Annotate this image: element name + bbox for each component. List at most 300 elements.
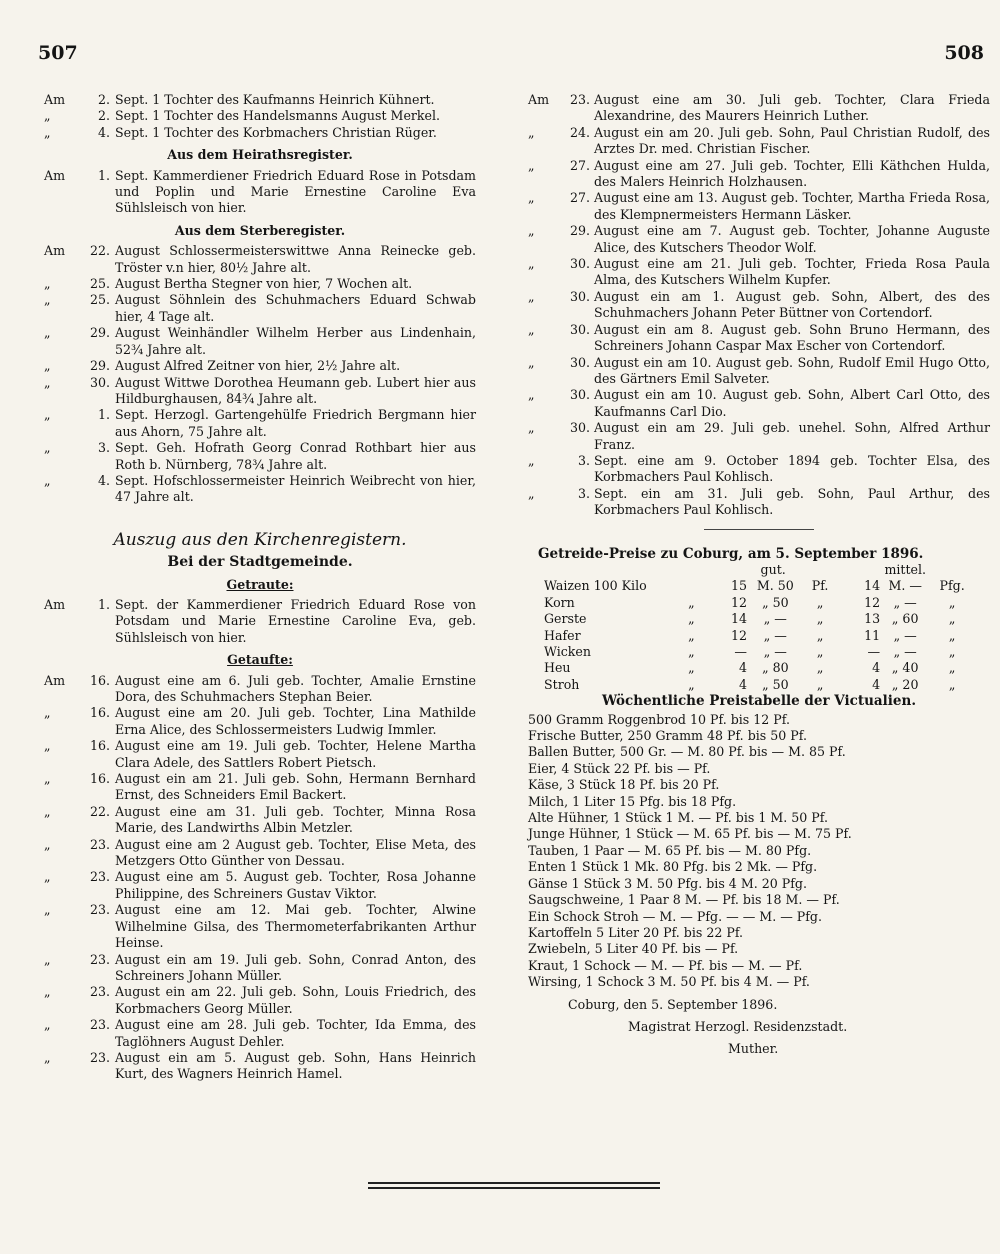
entry-date (528, 125, 594, 141)
entry-lead: „ (528, 387, 535, 403)
entry-day: 27. (569, 190, 590, 206)
grain-cell-m1: — (867, 644, 881, 659)
entry-text: August eine am 20. Juli geb. Tochter, Lina Mathilde Erna Alice, des Schlossermeisters Ludwig Immler. (115, 705, 476, 737)
entry-day: 22. (89, 803, 110, 819)
grain-cell-q: „ (688, 611, 695, 627)
entry-lead: „ (44, 108, 51, 124)
church-register-heading: Auszug aus den Kirchenregistern. (113, 529, 407, 550)
grain-cell-m3: „ (948, 627, 956, 643)
entry-day: 25. (89, 276, 110, 292)
victual-price-line: Saugschweine, 1 Paar 8 M. — Pf. bis 18 M. — Pf. (528, 892, 840, 908)
grain-cell-m1: 13 (864, 611, 881, 627)
entry-date (528, 92, 594, 108)
baptism-entry (44, 804, 476, 837)
entry-text: August eine am 12. Mai geb. Tochter, Alwine Wilhelmine Gilsa, des Thermometerfabrikanten Arthur Heinse. (115, 902, 476, 951)
signature-name: Muther. (728, 1041, 779, 1057)
death-entry (44, 358, 476, 374)
birth-entry (44, 125, 476, 141)
grain-cell-m2: „ — (893, 627, 917, 643)
entry-date (528, 223, 594, 239)
entry-day: 16. (89, 672, 110, 688)
entry-lead: Am (44, 243, 66, 259)
death-register-list (44, 243, 476, 506)
entry-text: Sept. eine am 9. October 1894 geb. Tochter Elsa, des Korbmachers Paul Kohlisch. (594, 452, 990, 485)
baptism-list (44, 673, 476, 1083)
entry-date (528, 256, 594, 272)
entry-day: 23. (89, 951, 110, 967)
grain-cell-m3: „ (948, 676, 956, 692)
entry-day: 16. (89, 738, 110, 754)
entry-lead: „ (528, 124, 535, 140)
bottom-double-rule (368, 1182, 660, 1189)
victual-prices-list (528, 712, 990, 991)
entry-day: 29. (569, 223, 590, 239)
victual-price-line: Gänse 1 Stück 3 M. 50 Pfg. bis 4 M. 20 Pfg. (528, 875, 807, 891)
entry-date (44, 984, 115, 1000)
victual-price-line: Kartoffeln 5 Liter 20 Pf. bis 22 Pf. (528, 924, 744, 940)
entry-lead: „ (44, 374, 51, 390)
entry-lead: „ (44, 705, 51, 721)
grain-cell-g2: „ — (763, 627, 787, 643)
grain-price-row (544, 644, 974, 660)
entry-text: August eine am 19. Juli geb. Tochter, Helene Martha Clara Adele, des Sattlers Robert Pietsch. (115, 738, 476, 770)
grain-cell-m2: „ — (893, 594, 917, 610)
grain-cell-m3: „ (948, 644, 956, 659)
entry-date (528, 289, 594, 305)
entry-date (528, 486, 594, 502)
grain-cell-g3: „ (816, 627, 824, 643)
entry-date (44, 1050, 115, 1066)
grain-prices-table (544, 562, 974, 693)
entry-day: 4. (97, 472, 110, 488)
entry-day: 2. (97, 108, 110, 124)
grain-cell-g3: „ (816, 644, 824, 659)
entry-day: 23. (89, 984, 110, 1000)
entry-lead: „ (44, 771, 51, 787)
baptism-entry (44, 1017, 476, 1050)
grain-cell-q (673, 578, 710, 594)
entry-text: August eine am 21. Juli geb. Tochter, Frieda Rosa Paula Alma, des Kutschers Wilhelm Kupfer. (594, 256, 990, 288)
entry-date (44, 1017, 115, 1033)
entry-date (44, 837, 115, 853)
entry-text: Sept. 1 Tochter des Handelsmanns August Merkel. (115, 108, 441, 124)
entry-day: 30. (569, 387, 590, 403)
entry-date (44, 407, 115, 423)
entry-date (44, 597, 115, 613)
victual-price-line: Milch, 1 Liter 15 Pfg. bis 18 Pfg. (528, 793, 737, 809)
entry-text: August ein am 8. August geb. Sohn Bruno Hermann, des Schreiners Johann Caspar Max Escher von Cortendorf. (594, 321, 990, 354)
entry-lead: Am (44, 672, 66, 688)
entry-text: August Schlossermeisterswittwe Anna Reinecke geb. Tröster v.n hier, 80½ Jahre alt. (115, 243, 476, 275)
death-register-heading: Aus dem Sterberegister. (174, 222, 346, 238)
victual-price-line: Enten 1 Stück 1 Mk. 80 Pfg. bis 2 Mk. — Pfg. (528, 859, 818, 875)
entry-text: August Wittwe Dorothea Heumann geb. Lubert hier aus Hildburghausen, 84¾ Jahre alt. (115, 374, 476, 406)
grain-cell-g2: „ 50 (762, 676, 789, 692)
parish-heading: Bei der Stadtgemeinde. (167, 554, 353, 571)
entry-day: 16. (89, 705, 110, 721)
death-entry (44, 325, 476, 358)
baptism-entry (44, 771, 476, 804)
grain-cell-name: Waizen 100 Kilo (544, 578, 647, 594)
entry-text: Sept. ein am 31. Juli geb. Sohn, Paul Arthur, des Korbmachers Paul Kohlisch. (594, 485, 990, 518)
entry-date (44, 325, 115, 341)
grain-cell-name: Hafer (544, 627, 581, 643)
church-marriage-entry (44, 597, 476, 646)
entry-day: 1. (97, 596, 110, 612)
victual-price-line: Alte Hühner, 1 Stück 1 M. — Pf. bis 1 M. 50 Pf. (528, 810, 828, 826)
entry-text: August eine am 2 August geb. Tochter, Elise Meta, des Metzgers Otto Günther von Dessau. (115, 836, 476, 869)
grain-cell-name: Korn (544, 594, 575, 610)
entry-text: August Weinhändler Wilhelm Herber aus Lindenhain, 52¾ Jahre alt. (115, 325, 476, 357)
baptism-entry (528, 256, 990, 289)
entry-date (44, 276, 115, 292)
grain-cell-g3: „ (816, 594, 824, 610)
entry-day: 23. (89, 836, 110, 852)
entry-date (44, 125, 115, 141)
baptism-entry (528, 355, 990, 388)
marriage-register-heading: Aus dem Heirathsregister. (167, 147, 353, 163)
victual-price-line: Ein Schock Stroh — M. — Pfg. — — M. — Pfg. (528, 908, 822, 924)
death-entry (44, 276, 476, 292)
entry-text: August eine am 31. Juli geb. Tochter, Minna Rosa Marie, des Landwirths Albin Metzler. (115, 803, 476, 836)
entry-date (44, 168, 115, 184)
grain-cell-m2: „ 20 (891, 676, 919, 692)
entry-date (44, 358, 115, 374)
entry-text: August eine am 5. August geb. Tochter, Rosa Johanne Philippine, des Schreiners Gustav Viktor. (115, 869, 476, 901)
entry-lead: Am (44, 596, 66, 612)
left-column (44, 92, 476, 1083)
entry-date (528, 453, 594, 469)
entry-date (44, 375, 115, 391)
victual-price-line: Käse, 3 Stück 18 Pf. bis 20 Pf. (528, 777, 720, 793)
entry-day: 30. (569, 354, 590, 370)
entry-date (528, 322, 594, 338)
grain-cell-m3: „ (948, 611, 956, 627)
entry-date (528, 355, 594, 371)
entry-text: August Alfred Zeitner von hier, 2½ Jahre alt. (115, 358, 401, 374)
births-continued-list (44, 92, 476, 141)
signature-office: Magistrat Herzogl. Residenzstadt. (628, 1018, 848, 1034)
marriage-entry (44, 168, 476, 217)
entry-day: 16. (89, 771, 110, 787)
grain-prices-header-row (544, 562, 974, 578)
grain-cell-name: Wicken (544, 644, 591, 659)
grain-cell-g3: „ (816, 660, 824, 676)
entry-lead: „ (44, 292, 51, 308)
grain-cell-q: „ (688, 676, 695, 692)
grain-cell-g1: 4 (738, 676, 747, 692)
entry-lead: „ (44, 1049, 51, 1065)
entry-lead: „ (44, 358, 51, 374)
entry-text: August eine am 30. Juli geb. Tochter, Clara Frieda Alexandrine, des Maurers Heinrich Luther. (594, 92, 990, 124)
grain-cell-q: „ (688, 644, 695, 659)
baptism-entry (44, 673, 476, 706)
grain-cell-g1: 12 (730, 627, 747, 643)
entry-text: Sept. 1 Tochter des Korbmachers Christian Rüger. (115, 124, 437, 140)
entry-text: August ein am 5. August geb. Sohn, Hans Heinrich Kurt, des Wagners Heinrich Hamel. (115, 1049, 476, 1082)
entry-lead: „ (44, 951, 51, 967)
baptism-continued-list (528, 92, 990, 519)
grain-cell-m1: 11 (864, 627, 881, 643)
entry-day: 30. (89, 374, 110, 390)
grain-price-row (544, 660, 974, 676)
entry-lead: „ (44, 836, 51, 852)
grain-cell-name: Heu (544, 660, 571, 676)
entry-text: August ein am 22. Juli geb. Sohn, Louis Friedrich, des Korbmachers Georg Müller. (115, 984, 476, 1016)
entry-text: Sept. Herzogl. Gartengehülfe Friedrich Bergmann hier aus Ahorn, 75 Jahre alt. (115, 407, 476, 439)
entry-lead: „ (528, 485, 535, 501)
entry-date (44, 705, 115, 721)
baptism-entry (528, 420, 990, 453)
entry-lead: „ (528, 288, 535, 304)
grain-cell-m1: 12 (864, 594, 881, 610)
grain-cell-g1: — (734, 644, 747, 659)
victual-price-line: Junge Hühner, 1 Stück — M. 65 Pf. bis — M. 75 Pf. (528, 826, 852, 842)
entry-text: August ein am 19. Juli geb. Sohn, Conrad Anton, des Schreiners Johann Müller. (115, 951, 476, 983)
grain-price-row (544, 628, 974, 644)
grain-cell-m1: 4 (872, 660, 881, 676)
death-entry (44, 473, 476, 506)
entry-date (44, 869, 115, 885)
grain-price-row (544, 611, 974, 627)
entry-lead: „ (44, 276, 51, 292)
entry-date (44, 92, 115, 108)
entry-lead: Am (44, 167, 66, 183)
grain-prices-title: Getreide-Preise zu Coburg, am 5. September 1896. (538, 545, 924, 562)
entry-day: 30. (569, 256, 590, 272)
death-entry (44, 292, 476, 325)
entry-lead: „ (44, 738, 51, 754)
entry-lead: „ (44, 124, 51, 140)
entry-text: Sept. Hofschlossermeister Heinrich Weibrecht von hier, 47 Jahre alt. (115, 472, 476, 505)
victual-price-line: Eier, 4 Stück 22 Pf. bis — Pf. (528, 760, 711, 776)
entry-day: 3. (97, 440, 110, 456)
grain-cell-g2: M. 50 (756, 578, 794, 594)
baptism-entry (528, 387, 990, 420)
entry-day: 30. (569, 420, 590, 436)
entry-date (44, 952, 115, 968)
baptism-entry (44, 869, 476, 902)
grain-cell-m2: M. — (888, 578, 922, 594)
entry-lead: „ (44, 325, 51, 341)
entry-day: 25. (89, 292, 110, 308)
grain-cell-m2: „ — (893, 644, 917, 659)
death-entry (44, 440, 476, 473)
entry-text: August ein am 10. August geb. Sohn, Rudolf Emil Hugo Otto, des Gärtners Emil Salveter. (594, 354, 990, 386)
baptism-entry (528, 190, 990, 223)
grain-cell-q: „ (688, 594, 695, 610)
baptized-heading: Getaufte: (227, 652, 293, 668)
grain-cell-g2: „ 80 (762, 660, 789, 676)
entry-day: 1. (97, 407, 110, 423)
grain-price-row (544, 595, 974, 611)
grain-cell-g3: „ (816, 676, 824, 692)
married-heading: Getraute: (226, 576, 294, 592)
entry-text: Sept. Geh. Hofrath Georg Conrad Rothbart hier aus Roth b. Nürnberg, 78¾ Jahre alt. (115, 440, 476, 472)
signature-place-date: Coburg, den 5. September 1896. (568, 996, 778, 1012)
right-column (528, 92, 990, 1058)
entry-text: August ein am 10. August geb. Sohn, Albert Carl Otto, des Kaufmanns Carl Dio. (594, 387, 990, 419)
entry-lead: „ (528, 321, 535, 337)
entry-date (44, 771, 115, 787)
victual-price-line: Tauben, 1 Paar — M. 65 Pf. bis — M. 80 Pfg. (528, 842, 812, 858)
entry-day: 23. (89, 902, 110, 918)
entry-lead: „ (528, 223, 535, 239)
birth-entry (44, 108, 476, 124)
entry-date (528, 158, 594, 174)
baptism-entry (528, 92, 990, 125)
entry-lead: „ (528, 420, 535, 436)
grain-col-mid: mittel. (884, 561, 927, 577)
baptism-entry (528, 322, 990, 355)
entry-day: 4. (97, 124, 110, 140)
baptism-entry (44, 984, 476, 1017)
entry-lead: „ (44, 1017, 51, 1033)
section-divider (704, 529, 814, 530)
entry-day: 30. (569, 321, 590, 337)
grain-cell-name: Stroh (544, 676, 580, 692)
baptism-entry (44, 738, 476, 771)
grain-cell-m3: „ (948, 594, 956, 610)
entry-lead: „ (528, 190, 535, 206)
entry-day: 29. (89, 325, 110, 341)
baptism-entry (528, 125, 990, 158)
baptism-entry (44, 837, 476, 870)
grain-cell-g2: „ — (763, 611, 787, 627)
entry-day: 23. (89, 1049, 110, 1065)
grain-cell-g2: „ — (763, 644, 787, 659)
victual-price-line: Ballen Butter, 500 Gr. — M. 80 Pf. bis — M. 85 Pf. (528, 744, 846, 760)
victual-price-line: Zwiebeln, 5 Liter 40 Pf. bis — Pf. (528, 941, 739, 957)
entry-lead: „ (528, 452, 535, 468)
entry-text: August eine am 28. Juli geb. Tochter, Ida Emma, des Taglöhners August Dehler. (115, 1017, 476, 1049)
entry-day: 23. (89, 1017, 110, 1033)
grain-cell-name: Gerste (544, 611, 587, 627)
baptism-entry (528, 453, 990, 486)
entry-date (44, 473, 115, 489)
page-number-right: 508 (944, 42, 984, 64)
entry-day: 24. (569, 124, 590, 140)
baptism-entry (528, 486, 990, 519)
entry-text: Sept. 1 Tochter des Kaufmanns Heinrich Kühnert. (115, 92, 435, 107)
victual-price-line: 500 Gramm Roggenbrod 10 Pf. bis 12 Pf. (528, 711, 790, 727)
grain-cell-g3: „ (816, 611, 824, 627)
entry-text: August ein am 21. Juli geb. Sohn, Hermann Bernhard Ernst, des Schneiders Emil Backert. (115, 771, 476, 803)
victual-price-line: Kraut, 1 Schock — M. — Pf. bis — M. — Pf. (528, 957, 803, 973)
baptism-entry (528, 158, 990, 191)
entry-date (528, 420, 594, 436)
entry-day: 30. (569, 288, 590, 304)
baptism-entry (44, 902, 476, 951)
entry-lead: „ (44, 440, 51, 456)
grain-price-row (544, 677, 974, 693)
entry-text: August Söhnlein des Schuhmachers Eduard Schwab hier, 4 Tage alt. (115, 292, 476, 324)
entry-lead: „ (44, 803, 51, 819)
grain-cell-g2: „ 50 (762, 594, 789, 610)
victual-price-line: Wirsing, 1 Schock 3 M. 50 Pf. bis 4 M. — Pf. (528, 974, 810, 990)
baptism-entry (44, 1050, 476, 1083)
entry-text: Sept. Kammerdiener Friedrich Eduard Rose in Potsdam und Poplin und Marie Ernestine Caroline Eva Sühlsleisch von hier. (115, 167, 476, 216)
entry-text: August ein am 1. August geb. Sohn, Albert, des des Schuhmachers Johann Peter Büttner von Cortendorf. (594, 288, 990, 321)
entry-lead: „ (44, 984, 51, 1000)
entry-text: August eine am 27. Juli geb. Tochter, Elli Käthchen Hulda, des Malers Heinrich Holzhausen. (594, 157, 990, 190)
entry-text: August eine am 6. Juli geb. Tochter, Amalie Ernstine Dora, des Schuhmachers Stephan Beier. (115, 672, 476, 704)
entry-lead: „ (528, 354, 535, 370)
entry-day: 1. (97, 167, 110, 183)
victual-prices-title: Wöchentliche Preistabelle der Victualien. (601, 693, 917, 710)
baptism-entry (528, 289, 990, 322)
entry-lead: „ (44, 902, 51, 918)
grain-cell-g1: 4 (738, 660, 747, 676)
entry-date (44, 804, 115, 820)
entry-date (44, 902, 115, 918)
entry-lead: „ (528, 157, 535, 173)
entry-date (44, 292, 115, 308)
grain-cell-q: „ (688, 660, 695, 676)
victual-price-line: Frische Butter, 250 Gramm 48 Pf. bis 50 Pf. (528, 728, 807, 744)
entry-date (528, 387, 594, 403)
birth-entry (44, 92, 476, 108)
entry-day: 23. (89, 869, 110, 885)
grain-cell-m2: „ 40 (891, 660, 919, 676)
grain-price-row (544, 578, 974, 594)
grain-cell-m2: „ 60 (891, 611, 919, 627)
entry-lead: Am (528, 92, 550, 107)
entry-lead: Am (44, 92, 66, 107)
entry-date (44, 243, 115, 259)
entry-lead: „ (528, 256, 535, 272)
entry-text: August ein am 29. Juli geb. unehel. Sohn, Alfred Arthur Franz. (594, 420, 990, 452)
grain-cell-g1: 14 (730, 611, 747, 627)
grain-col-good: gut. (760, 561, 786, 577)
grain-cell-g3: Pf. (811, 578, 829, 594)
baptism-entry (44, 952, 476, 985)
entry-text: August ein am 20. Juli geb. Sohn, Paul Christian Rudolf, des Arztes Dr. med. Christian Fischer. (594, 124, 990, 157)
baptism-entry (44, 705, 476, 738)
baptism-entry (528, 223, 990, 256)
entry-day: 2. (97, 92, 110, 107)
entry-lead: „ (44, 472, 51, 488)
entry-day: 22. (89, 243, 110, 259)
entry-date (44, 738, 115, 754)
entry-day: 3. (577, 452, 590, 468)
entry-date (528, 190, 594, 206)
entry-lead: „ (44, 869, 51, 885)
grain-cell-m3: Pfg. (939, 578, 965, 594)
entry-text: August Bertha Stegner von hier, 7 Wochen alt. (115, 276, 413, 292)
grain-cell-m1: 14 (864, 578, 881, 594)
grain-cell-m3: „ (948, 660, 956, 676)
church-marriage-list (44, 597, 476, 646)
death-entry (44, 243, 476, 276)
death-entry (44, 375, 476, 408)
entry-date (44, 440, 115, 456)
entry-lead: „ (44, 407, 51, 423)
entry-day: 29. (89, 358, 110, 374)
entry-day: 23. (569, 92, 590, 107)
entry-day: 27. (569, 157, 590, 173)
entry-text: August eine am 13. August geb. Tochter, Martha Frieda Rosa, des Klempnermeisters Hermann Läsker. (594, 190, 990, 222)
marriage-register-list (44, 168, 476, 217)
entry-date (44, 108, 115, 124)
grain-cell-m1: 4 (872, 676, 881, 692)
grain-cell-g1: 15 (730, 578, 747, 594)
page-number-left: 507 (38, 42, 78, 64)
entry-date (44, 673, 115, 689)
entry-text: Sept. der Kammerdiener Friedrich Eduard Rose von Potsdam und Marie Ernestine Caroline Eva, geb. Sühlsleisch von hier. (115, 596, 476, 645)
entry-text: August eine am 7. August geb. Tochter, Johanne Auguste Alice, des Kutschers Theodor Wolf. (594, 223, 990, 255)
grain-cell-q: „ (688, 627, 695, 643)
